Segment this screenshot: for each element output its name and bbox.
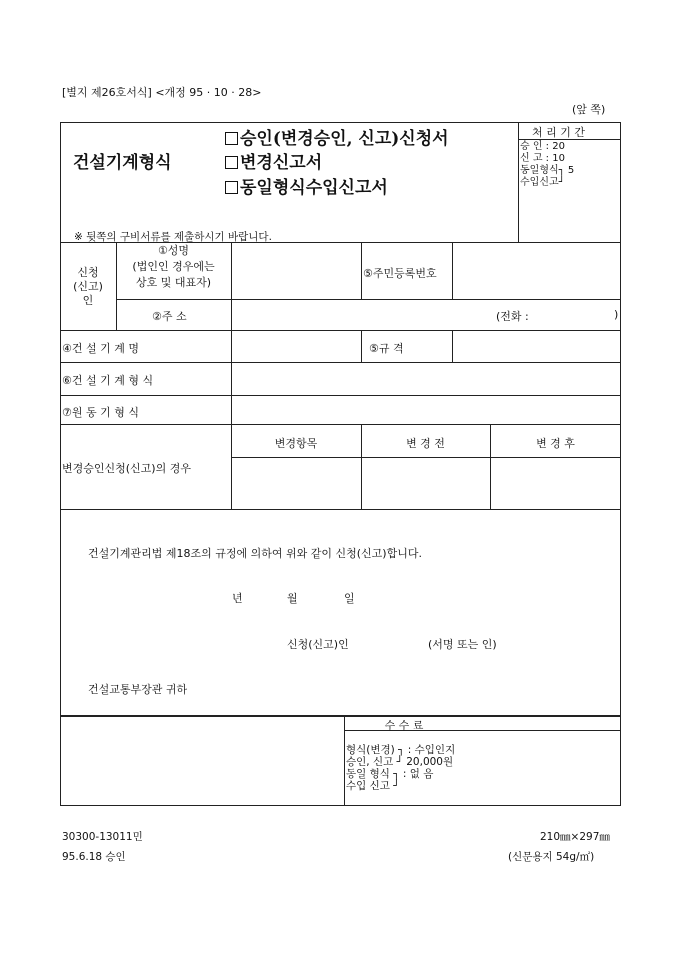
paper-size: 210㎜×297㎜ (540, 831, 610, 843)
engine-type-input[interactable] (233, 398, 619, 423)
phone-label: (전화 : (496, 310, 529, 323)
engine-type-label: ⑦원 동 기 형 식 (62, 406, 139, 419)
option-approval: 승인(변경승인, 신고)신청서 (225, 124, 449, 149)
change-section-label: 변경승인신청(신고)의 경우 (62, 462, 191, 475)
date-day: 일 (344, 592, 355, 605)
applicant-label: 신청 (신고) 인 (73, 266, 103, 307)
date-year: 년 (232, 592, 243, 605)
approval-date: 95.6.18 승인 (62, 851, 126, 863)
phone-close: ) (614, 308, 619, 321)
resident-number-input[interactable] (455, 246, 619, 296)
machine-type-label: ⑥건 설 기 계 형 식 (62, 374, 154, 387)
processing-period-title: 처 리 기 간 (532, 126, 585, 139)
checkbox-same-type-import[interactable] (225, 181, 238, 194)
after-change-input[interactable] (492, 460, 619, 507)
applicant-signature-label: 신청(신고)인 (287, 638, 349, 651)
fee-details: 형식(변경) ┐ : 수입인지 승인, 신고 ┘ 20,000원 동일 형식 ┐ : 없 음 수입 신고 ┘ (346, 744, 456, 792)
checkbox-change-report[interactable] (225, 156, 238, 169)
form-reference: [별지 제26호서식] <개정 95 · 10 · 28> (62, 86, 262, 99)
paper-type: (신문용지 54g/㎡) (508, 851, 595, 863)
after-change-header: 변 경 후 (536, 437, 575, 450)
option-change-report: 변경신고서 (225, 148, 322, 173)
change-item-input[interactable] (233, 460, 359, 507)
name-label: ①성명 (법인인 경우에는 상호 및 대표자) (132, 244, 215, 289)
before-change-header: 변 경 전 (406, 437, 445, 450)
machine-type-input[interactable] (233, 365, 619, 393)
form-title: 건설기계형식 (73, 153, 172, 173)
recipient: 건설교통부장관 귀하 (88, 683, 188, 696)
processing-period-values: 승 인 : 20 신 고 : 10 동일형식┐ 5 수입신고┘ (520, 141, 575, 188)
front-side-label: (앞 쪽) (572, 103, 606, 116)
resident-number-label: ⑤주민등록번호 (363, 267, 437, 280)
change-item-header: 변경항목 (274, 437, 318, 450)
form-code: 30300-13011민 (62, 831, 143, 843)
phone-input[interactable] (540, 302, 610, 328)
machine-name-label: ④건 설 기 계 명 (62, 342, 139, 355)
signature-note: (서명 또는 인) (428, 638, 497, 651)
option-same-type-import: 동일형식수입신고서 (225, 173, 388, 198)
before-change-input[interactable] (363, 460, 488, 507)
fee-title: 수 수 료 (384, 719, 424, 732)
address-label: ②주 소 (152, 310, 187, 323)
machine-name-input[interactable] (233, 333, 359, 361)
spec-input[interactable] (455, 333, 619, 361)
name-input[interactable] (233, 246, 359, 296)
date-month: 월 (287, 592, 298, 605)
attachment-note: ※ 뒷쪽의 구비서류를 제출하시기 바랍니다. (74, 231, 272, 243)
spec-label: ⑤규 격 (369, 342, 404, 355)
checkbox-approval[interactable] (225, 132, 238, 145)
declaration-statement: 건설기계관리법 제18조의 규정에 의하여 위와 같이 신청(신고)합니다. (88, 547, 422, 560)
address-input[interactable] (233, 302, 493, 328)
